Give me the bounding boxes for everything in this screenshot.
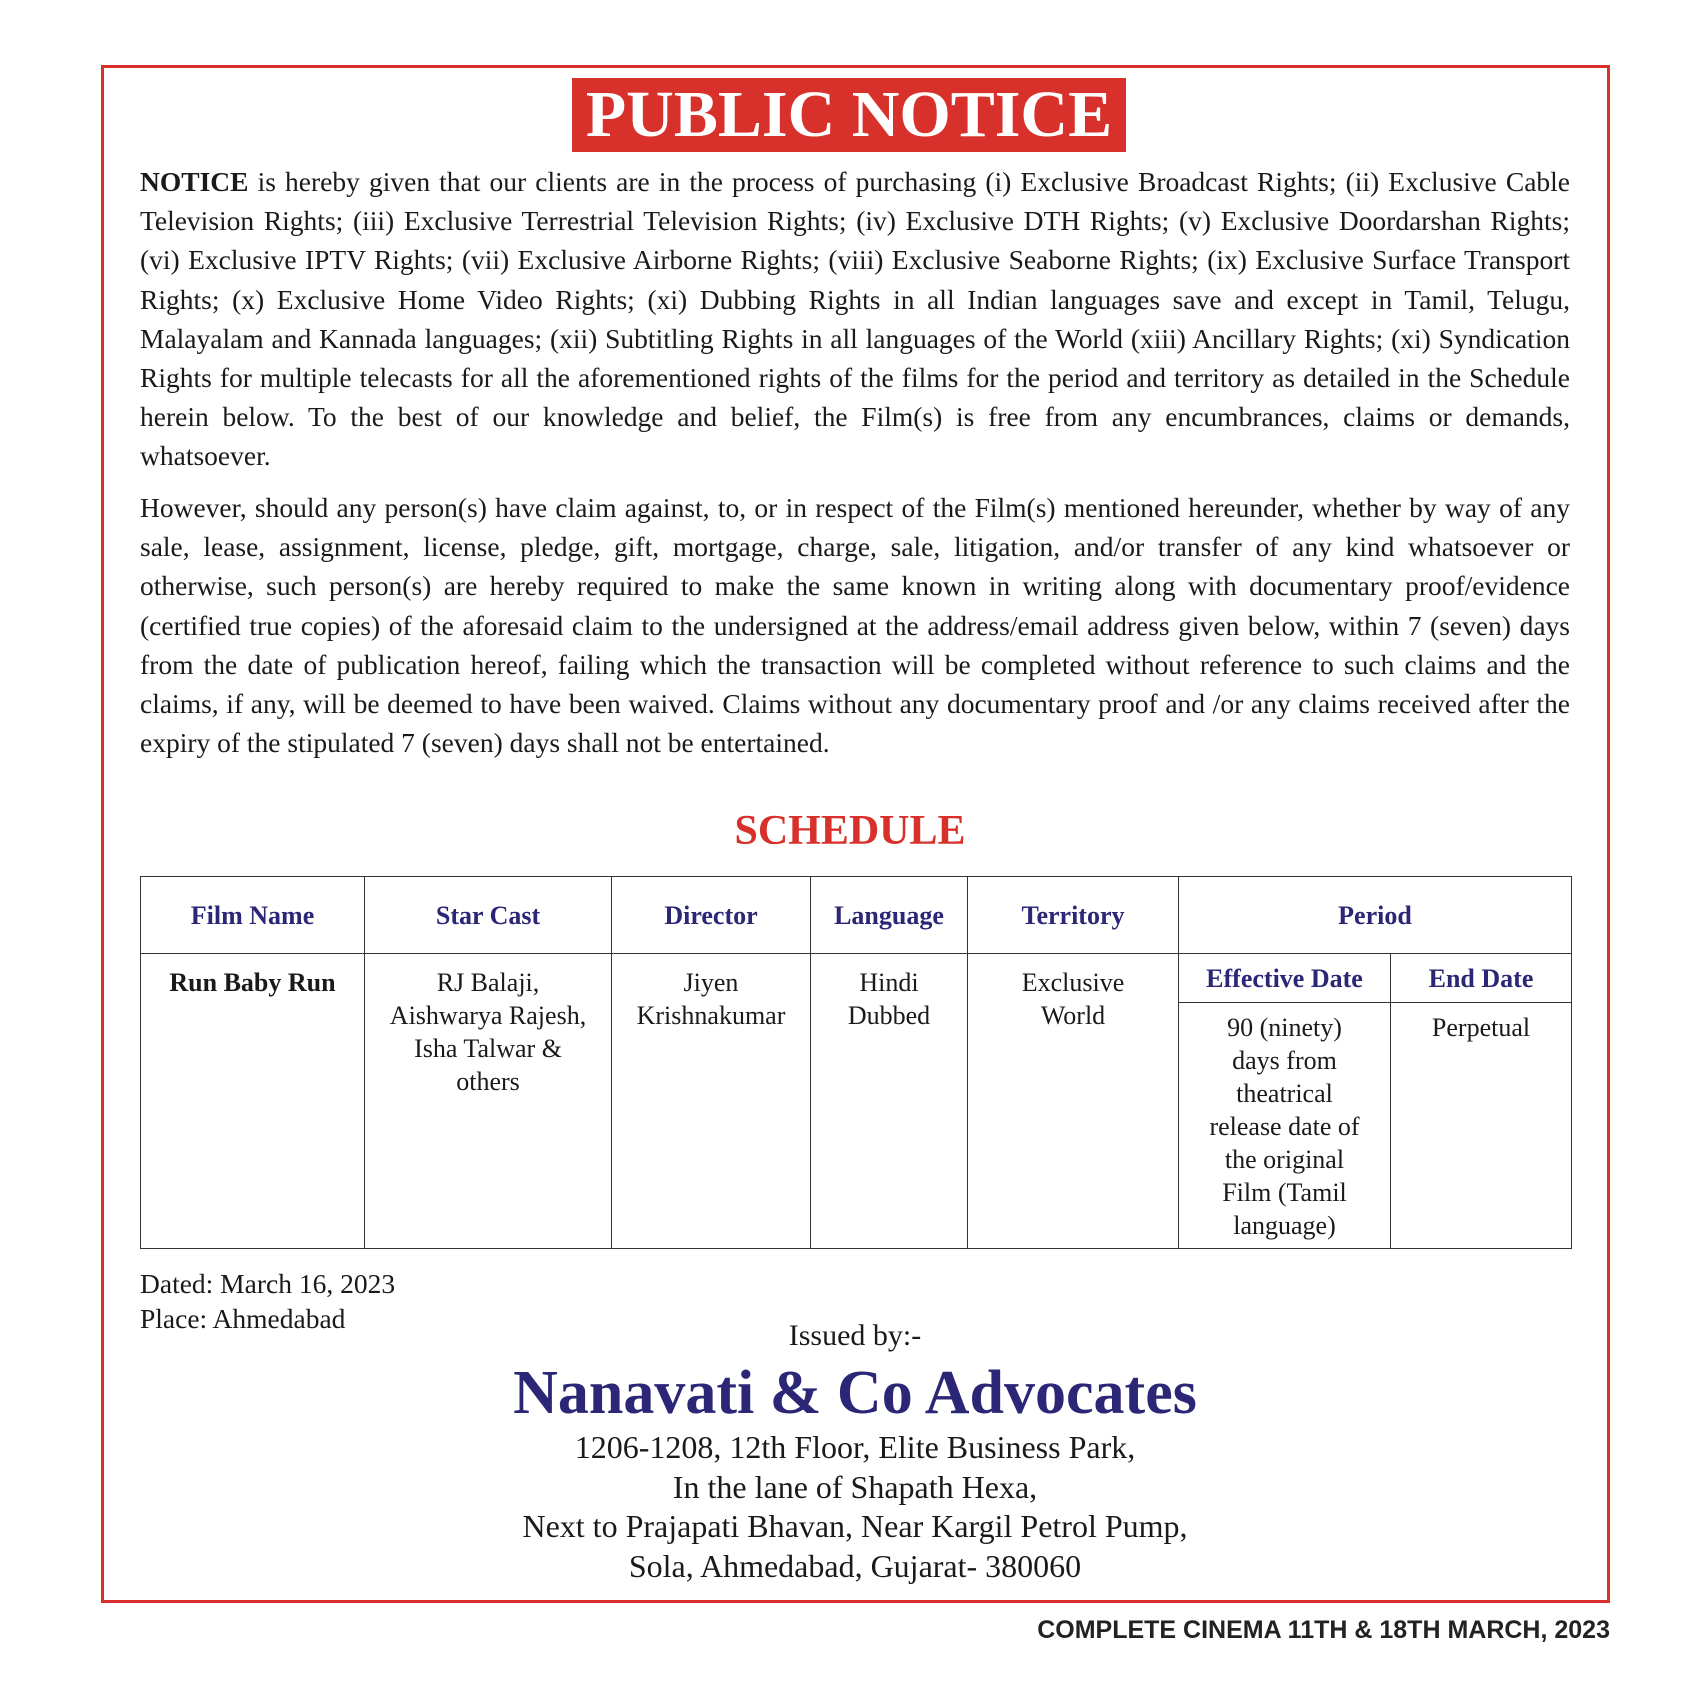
schedule-header-row	[141, 877, 1572, 954]
cell-effective-date	[1179, 1003, 1391, 1249]
notice-paragraph-2: However, should any person(s) have claim against, to, or in respect of the Film(s) mentioned hereunder, whether by way of any sale, lease, assignment, license, pledge, gift, mortgage, charge, sale, litigation, and/or transfer of any kind whatsoever or otherwise, such person(s) are hereby required to make the same known in writing along with documentary proof/evidence (certified true copies) of the aforesaid claim to the undersigned at the address/email address given below, within 7 (seven) days from the date of publication hereof, failing which the transaction will be completed without reference to such claims and the claims, if any, will be deemed to have been waived. Claims without any documentary proof and /or any claims received after the expiry of the stipulated 7 (seven) days shall not be entertained.	[140, 492, 1570, 759]
language-line: Dubbed	[847, 1001, 931, 1030]
address-line: In the lane of Shapath Hexa,	[672, 1468, 1038, 1505]
effective-date-line: theatrical	[1236, 1079, 1333, 1108]
star-cast-line: Isha Talwar &	[414, 1034, 562, 1063]
cell-end-date: Perpetual	[1391, 1003, 1572, 1249]
director-line: Jiyen	[683, 968, 739, 997]
header-director: Director	[612, 877, 811, 954]
notice-paragraph-1-text: is hereby given that our clients are in the process of purchasing (i) Exclusive Broadcast Rights; (ii) Exclusive Cable Television Rights; (iii) Exclusive Terrestrial Television Rights; (iv) Exclusive DTH Rights; (v) Exclusive Doordarshan Rights; (vi) Exclusive IPTV Rights; (vii) Exclusive Airborne Rights; (viii) Exclusive Seaborne Rights; (ix) Exclusive Surface Transport Rights; (x) Exclusive Home Video Rights; (xi) Dubbing Rights in all Indian languages save and except in Tamil, Telugu, Malayalam and Kannada languages; (xii) Subtitling Rights in all languages of the World (xiii) Ancillary Rights; (xi) Syndication Rights for multiple telecasts for all the aforementioned rights of the films for the period and territory as detailed in the Schedule herein below. To the best of our knowledge and belief, the Film(s) is free from any encumbrances, claims or demands, whatsoever.	[140, 166, 1570, 472]
header-territory: Territory	[968, 877, 1179, 954]
effective-date-line: Film (Tamil	[1222, 1178, 1347, 1207]
effective-date-line: 90 (ninety)	[1227, 1013, 1342, 1042]
star-cast-line: Aishwarya Rajesh,	[389, 1001, 587, 1030]
notice-paragraph-1	[140, 162, 1570, 476]
language-line: Hindi	[859, 968, 919, 997]
header-end-date: End Date	[1391, 954, 1572, 1003]
notice-lead-word: NOTICE	[140, 166, 249, 197]
effective-date-line: release date of	[1209, 1112, 1360, 1141]
effective-date-line: language)	[1233, 1211, 1336, 1240]
cell-director	[612, 954, 811, 1249]
star-cast-line: others	[456, 1067, 520, 1096]
header-language: Language	[811, 877, 968, 954]
address-line: Next to Prajapati Bhavan, Near Kargil Petrol Pump,	[522, 1508, 1188, 1544]
header-star-cast: Star Cast	[365, 877, 612, 954]
effective-date-line: the original	[1224, 1145, 1345, 1174]
director-line: Krishnakumar	[636, 1001, 786, 1030]
header-period: Period	[1179, 877, 1572, 954]
publication-footer: COMPLETE CINEMA 11TH & 18TH MARCH, 2023	[1037, 1616, 1610, 1644]
table-row	[141, 954, 1572, 1003]
issued-by-label: Issued by:-	[788, 1319, 922, 1352]
address-line: Sola, Ahmedabad, Gujarat- 380060	[628, 1547, 1082, 1584]
firm-name: Nanavati & Co Advocates	[513, 1359, 1197, 1427]
header-effective-date: Effective Date	[1179, 954, 1391, 1003]
territory-line: Exclusive	[1021, 968, 1125, 997]
firm-address	[0, 1428, 1700, 1586]
cell-territory	[968, 954, 1179, 1249]
dated-text: Dated: March 16, 2023	[140, 1268, 396, 1299]
effective-date-line: days from	[1232, 1046, 1337, 1075]
notice-title: PUBLIC NOTICE	[572, 78, 1126, 152]
cell-star-cast	[365, 954, 612, 1249]
address-line: 1206-1208, 12th Floor, Elite Business Park,	[574, 1429, 1136, 1465]
cell-film-name: Run Baby Run	[141, 954, 365, 1249]
header-film-name: Film Name	[141, 877, 365, 954]
cell-language	[811, 954, 968, 1249]
territory-line: World	[1040, 1001, 1106, 1030]
star-cast-line: RJ Balaji,	[436, 968, 540, 997]
schedule-table	[140, 876, 1572, 1249]
place-text: Place: Ahmedabad	[140, 1303, 346, 1334]
schedule-heading: SCHEDULE	[734, 808, 966, 854]
